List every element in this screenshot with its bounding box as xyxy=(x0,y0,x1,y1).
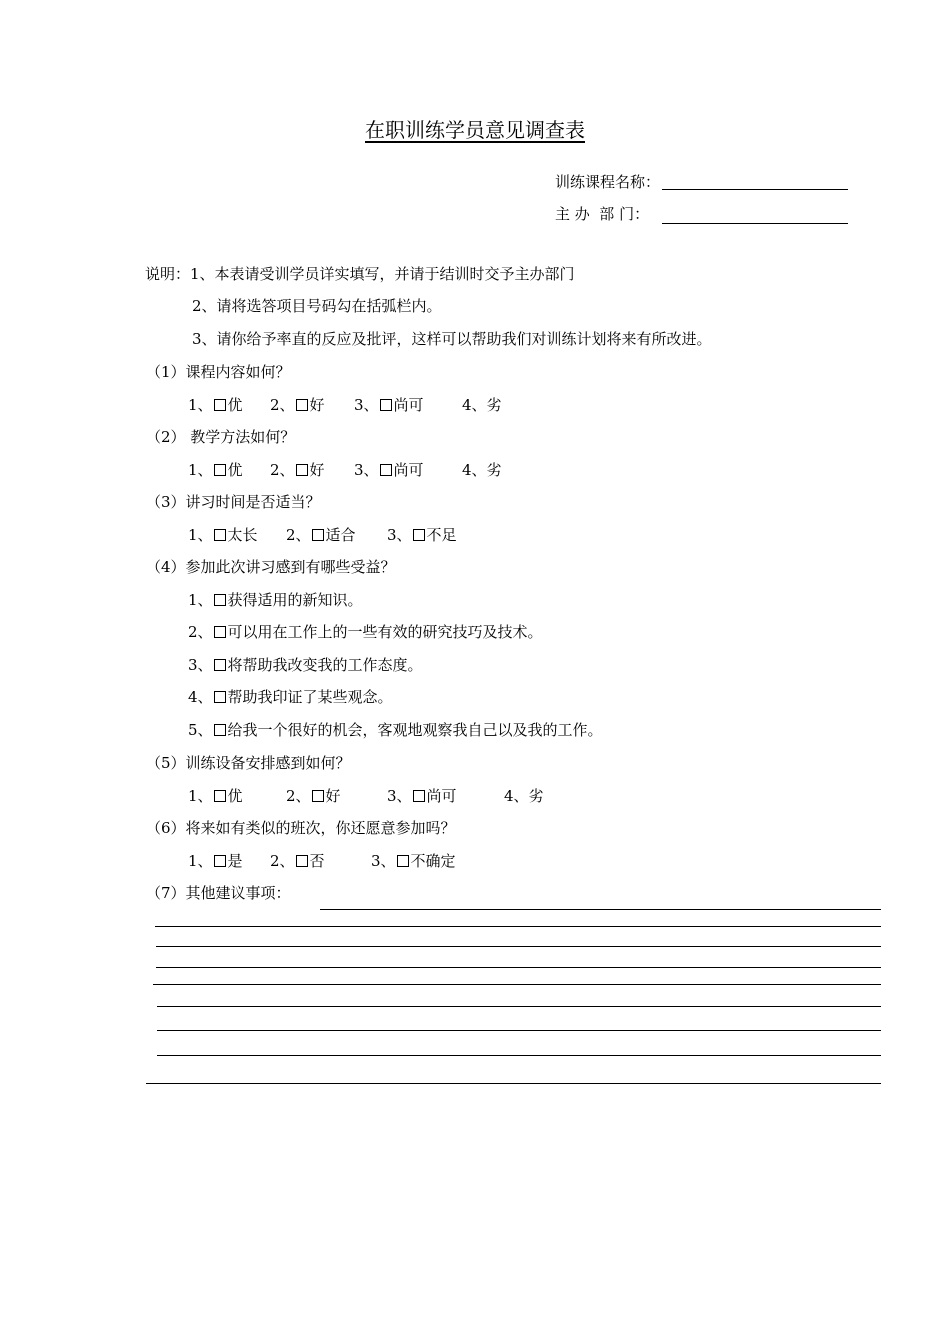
question-4-option-4[interactable] xyxy=(188,687,393,707)
option-number: 2、 xyxy=(188,623,213,641)
option-number: 2、 xyxy=(270,852,295,870)
option[interactable] xyxy=(188,851,270,871)
option-number: 1、 xyxy=(188,396,213,414)
option-number: 3、 xyxy=(387,526,412,544)
question-6: （6）将来如有类似的班次，你还愿意参加吗？ xyxy=(146,819,456,837)
option-number: 2、 xyxy=(270,461,295,479)
option-number: 3、 xyxy=(354,396,379,414)
writing-line[interactable] xyxy=(153,984,881,985)
question-2-options xyxy=(188,460,502,480)
department-label: 主 办 部 门： xyxy=(555,205,650,223)
question-7: （7）其他建议事项： xyxy=(146,884,291,902)
option[interactable] xyxy=(188,525,286,545)
checkbox[interactable] xyxy=(380,399,392,411)
checkbox[interactable] xyxy=(214,659,226,671)
question-4: （4）参加此次讲习感到有哪些受益？ xyxy=(146,558,396,576)
checkbox[interactable] xyxy=(413,529,425,541)
checkbox[interactable] xyxy=(413,790,425,802)
writing-line[interactable] xyxy=(157,1055,881,1056)
writing-line[interactable] xyxy=(155,926,881,927)
writing-line[interactable] xyxy=(157,1006,881,1007)
option[interactable] xyxy=(188,786,286,806)
option-number: 1、 xyxy=(188,787,213,805)
question-3: （3）讲习时间是否适当？ xyxy=(146,493,321,511)
checkbox[interactable] xyxy=(214,724,226,736)
question-4-option-5[interactable] xyxy=(188,720,603,740)
option-label: 可以用在工作上的一些有效的研究技巧及技术。 xyxy=(227,623,543,641)
checkbox[interactable] xyxy=(214,464,226,476)
writing-line[interactable] xyxy=(320,909,881,910)
checkbox[interactable] xyxy=(214,855,226,867)
option-label: 给我一个很好的机会，客观地观察我自己以及我的工作。 xyxy=(227,721,603,739)
course-name-field[interactable] xyxy=(662,189,848,190)
checkbox[interactable] xyxy=(397,855,409,867)
option-number: 1、 xyxy=(188,591,213,609)
option-label: 帮助我印证了某些观念。 xyxy=(227,688,393,706)
option-number: 1、 xyxy=(188,526,213,544)
option-label: 尚可 xyxy=(393,396,424,414)
option[interactable] xyxy=(188,395,270,415)
writing-line[interactable] xyxy=(157,1030,881,1031)
option-label: 尚可 xyxy=(426,787,457,805)
option-label: 好 xyxy=(325,787,341,805)
option-label: 不确定 xyxy=(410,852,456,870)
option-number: 2、 xyxy=(270,396,295,414)
checkbox[interactable] xyxy=(296,399,308,411)
checkbox[interactable] xyxy=(214,691,226,703)
checkbox[interactable] xyxy=(214,626,226,638)
question-3-options xyxy=(188,525,457,545)
option-number: 2、 xyxy=(286,526,311,544)
option[interactable] xyxy=(354,395,462,415)
option-number: 3、 xyxy=(387,787,412,805)
option-label: 优 xyxy=(227,787,243,805)
option[interactable] xyxy=(270,851,371,871)
question-2: （2） 教学方法如何？ xyxy=(146,428,296,446)
option[interactable]: 4、劣 xyxy=(462,461,502,479)
option-number: 3、 xyxy=(371,852,396,870)
option-label: 适合 xyxy=(325,526,356,544)
option[interactable] xyxy=(188,460,270,480)
option-number: 1、 xyxy=(188,461,213,479)
option[interactable] xyxy=(286,786,387,806)
option[interactable] xyxy=(354,460,462,480)
department-field[interactable] xyxy=(662,223,848,224)
checkbox[interactable] xyxy=(380,464,392,476)
checkbox[interactable] xyxy=(296,855,308,867)
option-label: 不足 xyxy=(426,526,457,544)
option-label: 将帮助我改变我的工作态度。 xyxy=(227,656,423,674)
question-6-options xyxy=(188,851,456,871)
option-label: 是 xyxy=(227,852,243,870)
checkbox[interactable] xyxy=(214,594,226,606)
option-label: 优 xyxy=(227,461,243,479)
question-1: （1）课程内容如何？ xyxy=(146,363,291,381)
option-number: 4、 xyxy=(188,688,213,706)
option-label: 否 xyxy=(309,852,325,870)
option-label: 获得适用的新知识。 xyxy=(227,591,363,609)
option[interactable] xyxy=(270,395,354,415)
checkbox[interactable] xyxy=(214,790,226,802)
instructions-prefix: 说明： xyxy=(145,265,191,283)
option-label: 好 xyxy=(309,461,325,479)
option[interactable] xyxy=(286,525,387,545)
question-5-options xyxy=(188,786,544,806)
question-4-option-2[interactable] xyxy=(188,622,543,642)
option-number: 1、 xyxy=(188,852,213,870)
option-label: 优 xyxy=(227,396,243,414)
question-1-options xyxy=(188,395,502,415)
option[interactable] xyxy=(371,851,456,871)
option-label: 太长 xyxy=(227,526,258,544)
option[interactable] xyxy=(387,786,504,806)
option-number: 3、 xyxy=(354,461,379,479)
option-number: 2、 xyxy=(286,787,311,805)
question-5: （5）训练设备安排感到如何？ xyxy=(146,754,351,772)
option-label: 尚可 xyxy=(393,461,424,479)
checkbox[interactable] xyxy=(296,464,308,476)
instruction-text: 1、本表请受训学员详实填写，并请于结训时交予主办部门 xyxy=(190,265,575,283)
option[interactable]: 4、劣 xyxy=(504,787,544,805)
writing-line[interactable] xyxy=(146,1083,881,1084)
option[interactable] xyxy=(387,525,457,545)
checkbox[interactable] xyxy=(214,399,226,411)
course-name-label: 训练课程名称： xyxy=(555,173,661,191)
instructions-line-2: 2、请将选答项目号码勾在括弧栏内。 xyxy=(192,297,442,315)
checkbox[interactable] xyxy=(312,790,324,802)
question-4-option-3[interactable] xyxy=(188,655,423,675)
option-number: 3、 xyxy=(188,656,213,674)
option[interactable] xyxy=(270,460,354,480)
option-label: 好 xyxy=(309,396,325,414)
writing-line[interactable] xyxy=(156,967,881,968)
instructions-line-3: 3、请你给予率直的反应及批评，这样可以帮助我们对训练计划将来有所改进。 xyxy=(192,330,712,348)
option[interactable]: 4、劣 xyxy=(462,396,502,414)
page-title: 在职训练学员意见调查表 xyxy=(365,118,585,142)
writing-line[interactable] xyxy=(156,946,881,947)
instructions-line-1 xyxy=(145,264,575,284)
question-4-option-1[interactable] xyxy=(188,590,363,610)
option-number: 5、 xyxy=(188,721,213,739)
checkbox[interactable] xyxy=(214,529,226,541)
checkbox[interactable] xyxy=(312,529,324,541)
